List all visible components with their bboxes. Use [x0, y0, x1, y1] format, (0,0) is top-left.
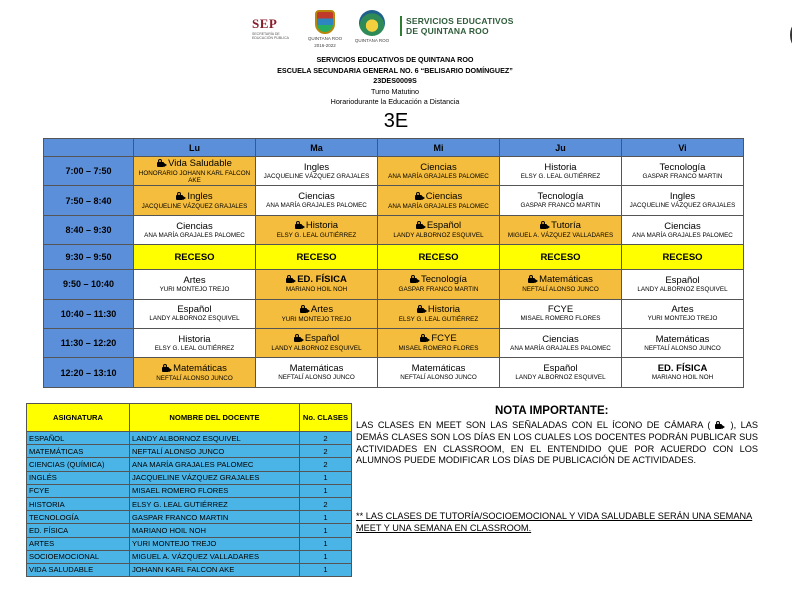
class-subject-label: Español	[177, 304, 212, 316]
class-cell	[500, 329, 622, 358]
qroo-logo-years: 2016-2022	[314, 43, 336, 48]
video-camera-icon	[162, 365, 172, 375]
class-subject-label: Ciencias	[542, 333, 579, 345]
class-subject	[136, 192, 253, 203]
subject-row	[27, 550, 352, 563]
subject-col-header: ASIGNATURA	[27, 404, 130, 432]
class-cell	[256, 186, 378, 215]
header-line-2: ESCUELA SECUNDARIA GENERAL NO. 6 “BELISARIO DOMÍNGUEZ”	[277, 65, 513, 75]
class-subject-label: Español	[665, 274, 700, 286]
class-subject	[502, 364, 619, 374]
class-subject	[380, 163, 497, 173]
class-subject	[258, 163, 375, 173]
class-cell	[256, 329, 378, 358]
class-subject	[258, 364, 375, 374]
class-subject-label: Ciencias	[298, 191, 335, 203]
time-slot: 7:50 – 8:40	[44, 186, 134, 215]
schedule-row	[44, 358, 744, 388]
class-cell	[378, 270, 500, 299]
qroo-logo-caption: QUINTANA ROO	[307, 36, 343, 41]
class-count: 1	[300, 550, 352, 563]
class-teacher: YURI MONTEJO TREJO	[281, 315, 352, 323]
sep-logo	[252, 16, 296, 50]
class-subject-label: Historia	[178, 333, 211, 345]
class-subject	[502, 163, 619, 173]
recess-cell: RECESO	[256, 245, 378, 270]
subjects-table	[26, 403, 352, 577]
note-title: NOTA IMPORTANTE:	[495, 405, 609, 417]
class-subject	[380, 334, 497, 345]
subject-row	[27, 445, 352, 458]
class-cell	[500, 186, 622, 215]
schedule-row	[44, 329, 744, 358]
class-cell	[256, 157, 378, 186]
class-subject-label: Tecnología	[659, 161, 706, 173]
class-teacher: MARIANO HOIL NOH	[651, 374, 714, 382]
seq-logo-line1: SERVICIOS EDUCATIVOS	[406, 16, 514, 26]
class-cell	[378, 157, 500, 186]
subject-name: SOCIOEMOCIONAL	[27, 550, 130, 563]
video-camera-icon	[300, 306, 310, 316]
class-cell	[622, 157, 744, 186]
class-subject-label: Ingles	[669, 191, 696, 203]
subject-row	[27, 524, 352, 537]
class-teacher: LANDY ALBORNOZ ESQUIVEL	[271, 345, 362, 353]
class-teacher: MIGUEL A. VÁZQUEZ VALLADARES	[507, 232, 614, 240]
class-teacher: ELSY G. LEAL GUTIÉRREZ	[154, 344, 235, 352]
class-subject-label: FCYE	[431, 333, 457, 345]
time-slot: 12:20 – 13:10	[44, 358, 134, 388]
subject-name: HISTORIA	[27, 497, 130, 510]
class-subject-label: Español	[543, 363, 578, 375]
class-cell	[134, 270, 256, 299]
sep-logo-caption: SECRETARÍA DE EDUCACIÓN PÚBLICA	[252, 32, 289, 40]
class-subject	[136, 222, 253, 232]
class-subject-label: Ciencias	[425, 190, 463, 202]
subject-row	[27, 511, 352, 524]
time-slot: 11:30 – 12:20	[44, 329, 134, 358]
class-subject	[624, 335, 741, 345]
recess-cell: RECESO	[622, 245, 744, 270]
class-teacher: NEFTALÍ ALONSO JUNCO	[278, 374, 355, 382]
note-text	[356, 420, 758, 467]
class-cell	[622, 186, 744, 215]
class-subject	[624, 192, 741, 202]
class-count: 2	[300, 497, 352, 510]
class-cell	[500, 270, 622, 299]
quintana-roo-logo	[352, 10, 392, 54]
recess-cell: RECESO	[500, 245, 622, 270]
class-teacher: NEFTALÍ ALONSO JUNCO	[644, 344, 721, 352]
class-subject-label: Ciencias	[420, 161, 457, 173]
subject-name: ED. FÍSICA	[27, 524, 130, 537]
class-teacher: GASPAR FRANCO MARTIN	[398, 286, 479, 294]
class-teacher: ELSY G. LEAL GUTIÉRREZ	[520, 172, 601, 180]
class-teacher: GASPAR FRANCO MARTIN	[520, 202, 601, 210]
subject-row	[27, 484, 352, 497]
time-slot: 10:40 – 11:30	[44, 299, 134, 328]
subject-row	[27, 563, 352, 576]
teacher-col-header: NOMBRE DEL DOCENTE	[130, 404, 300, 432]
class-cell	[622, 358, 744, 388]
class-subject-label: Vida Saludable	[168, 157, 232, 169]
class-cell	[134, 157, 256, 186]
subject-row	[27, 537, 352, 550]
class-subject	[502, 275, 619, 286]
class-teacher: NEFTALÍ ALONSO JUNCO	[400, 374, 477, 382]
schedule-row	[44, 157, 744, 186]
teacher-name: MISAEL ROMERO FLORES	[130, 484, 300, 497]
class-cell	[256, 299, 378, 328]
teacher-name: MIGUEL A. VÁZQUEZ VALLADARES	[130, 550, 300, 563]
time-slot: 8:40 – 9:30	[44, 215, 134, 244]
class-cell	[378, 186, 500, 215]
class-cell	[256, 358, 378, 388]
teacher-name: JACQUELINE VÁZQUEZ GRAJALES	[130, 471, 300, 484]
class-cell	[500, 299, 622, 328]
class-subject	[258, 221, 375, 232]
class-count: 1	[300, 471, 352, 484]
subject-name: MATEMÁTICAS	[27, 445, 130, 458]
class-subject-label: Historia	[544, 161, 577, 173]
video-camera-icon	[420, 335, 430, 345]
class-subject-label: Tecnología	[421, 274, 467, 286]
class-subject	[380, 305, 497, 316]
class-subject-label: Matemáticas	[655, 333, 710, 345]
class-teacher: LANDY ALBORNOZ ESQUIVEL	[149, 315, 240, 323]
day-header: Ma	[256, 139, 378, 157]
schedule-row	[44, 215, 744, 244]
class-teacher: ANA MARÍA GRAJALES PALOMEC	[388, 172, 489, 180]
class-teacher: YURI MONTEJO TREJO	[647, 315, 718, 323]
group-title: 3E	[383, 110, 409, 132]
class-subject-label: Español	[426, 220, 462, 232]
schedule-corner	[44, 139, 134, 157]
class-subject-label: Historia	[305, 220, 339, 232]
class-subject	[624, 364, 741, 374]
class-subject	[380, 221, 497, 232]
teacher-name: JOHANN KARL FALCON AKE	[130, 563, 300, 576]
time-slot: 9:50 – 10:40	[44, 270, 134, 299]
class-cell	[378, 299, 500, 328]
subjects-header-row	[27, 404, 352, 432]
recess-cell: RECESO	[378, 245, 500, 270]
quintana-roo-crest-logo	[305, 10, 345, 54]
subject-row	[27, 432, 352, 445]
subject-name: FCYE	[27, 484, 130, 497]
class-subject-label: Matemáticas	[411, 363, 466, 375]
class-subject	[136, 305, 253, 315]
teacher-name: GASPAR FRANCO MARTIN	[130, 511, 300, 524]
subject-row	[27, 471, 352, 484]
class-count: 1	[300, 484, 352, 497]
header-line-1: SERVICIOS EDUCATIVOS DE QUINTANA ROO	[316, 55, 474, 64]
document-header	[200, 55, 590, 108]
class-subject	[380, 192, 497, 203]
class-subject-label: ED. FÍSICA	[657, 363, 708, 375]
class-teacher: NEFTALÍ ALONSO JUNCO	[156, 374, 233, 382]
day-header: Vi	[622, 139, 744, 157]
class-teacher: JACQUELINE VÁZQUEZ GRAJALES	[141, 202, 248, 210]
day-header: Mi	[378, 139, 500, 157]
class-cell	[378, 358, 500, 388]
class-teacher: LANDY ALBORNOZ ESQUIVEL	[515, 374, 606, 382]
teacher-name: YURI MONTEJO TREJO	[130, 537, 300, 550]
class-subject	[624, 222, 741, 232]
class-teacher: ANA MARÍA GRAJALES PALOMEC	[266, 202, 367, 210]
class-subject	[258, 334, 375, 345]
class-subject	[136, 364, 253, 375]
teacher-name: ANA MARÍA GRAJALES PALOMEC	[130, 458, 300, 471]
class-subject	[136, 159, 253, 170]
recess-cell: RECESO	[134, 245, 256, 270]
video-camera-icon	[286, 276, 296, 286]
video-camera-icon	[540, 222, 550, 232]
video-camera-icon	[157, 160, 167, 170]
class-teacher: ANA MARÍA GRAJALES PALOMEC	[144, 231, 245, 239]
video-camera-icon	[528, 276, 538, 286]
class-count: 1	[300, 563, 352, 576]
class-teacher: MARIANO HOIL NOH	[285, 286, 348, 294]
class-teacher: ELSY G. LEAL GUTIÉRREZ	[398, 315, 479, 323]
class-subject	[136, 276, 253, 286]
class-subject-label: Matemáticas	[539, 274, 593, 286]
class-subject	[502, 305, 619, 315]
seq-logo	[400, 16, 570, 36]
note-footnote: ** LAS CLASES DE TUTORÍA/SOCIOEMOCIONAL Y VIDA SALUDABLE SERÁN UNA SEMANA MEET Y UNA SEMANA EN CLASSROOM.	[356, 511, 753, 533]
class-teacher: ANA MARÍA GRAJALES PALOMEC	[510, 344, 611, 352]
class-teacher: LANDY ALBORNOZ ESQUIVEL	[637, 285, 728, 293]
class-subject	[258, 192, 375, 202]
class-subject-label: Español	[304, 333, 340, 345]
video-camera-icon	[417, 306, 427, 316]
class-subject	[502, 221, 619, 232]
class-teacher: HONORARIO JOHANN KARL FALCON AKE	[138, 169, 251, 184]
subject-name: CIENCIAS (QUÍMICA)	[27, 458, 130, 471]
seq-logo-line2: DE QUINTANA ROO	[406, 26, 489, 36]
class-subject-label: Ciencias	[176, 220, 213, 232]
subject-row	[27, 497, 352, 510]
class-subject-label: Historia	[427, 303, 461, 315]
class-cell	[134, 186, 256, 215]
classes-col-header: No. CLASES	[300, 404, 352, 432]
schedule-row	[44, 245, 744, 270]
class-cell	[256, 270, 378, 299]
class-subject-label: Tutoría	[551, 220, 581, 232]
day-header: Lu	[134, 139, 256, 157]
class-teacher: NEFTALÍ ALONSO JUNCO	[522, 286, 599, 294]
video-camera-icon	[715, 421, 725, 432]
subject-name: ESPAÑOL	[27, 432, 130, 445]
class-count: 1	[300, 537, 352, 550]
class-subject-label: Artes	[671, 304, 694, 316]
schedule-row	[44, 270, 744, 299]
crest-icon	[315, 10, 335, 34]
class-subject	[136, 335, 253, 345]
class-count: 2	[300, 458, 352, 471]
day-header: Ju	[500, 139, 622, 157]
class-teacher: ANA MARÍA GRAJALES PALOMEC	[388, 202, 489, 210]
note-text-part2: ), LAS DEMÁS CLASES SON LOS DÍAS EN LOS CUALES LOS DOCENTES PODRÁN PUBLICAR SUS ACTIVIDADES EN CLASSROOM, EN EL ENTENDIDO QUE POR ACUERDO CON LOS ALUMNOS PUEDE MODIFICAR LOS DÍAS DE PUBLICACIÓN DE ACTIVIDADES.	[356, 420, 759, 466]
subject-row	[27, 458, 352, 471]
video-camera-icon	[415, 193, 425, 203]
header-line-4: Turno Matutino	[370, 86, 420, 96]
class-cell	[134, 215, 256, 244]
subject-name: VIDA SALUDABLE	[27, 563, 130, 576]
class-teacher: MISAEL ROMERO FLORES	[520, 315, 601, 323]
teacher-name: ELSY G. LEAL GUTIÉRREZ	[130, 497, 300, 510]
class-subject	[502, 335, 619, 345]
class-cell	[134, 299, 256, 328]
class-teacher: ANA MARÍA GRAJALES PALOMEC	[632, 231, 733, 239]
class-subject	[624, 305, 741, 315]
class-count: 1	[300, 524, 352, 537]
video-camera-icon	[294, 335, 304, 345]
class-cell	[500, 215, 622, 244]
class-cell	[622, 329, 744, 358]
class-subject-label: Matemáticas	[289, 363, 344, 375]
class-teacher: YURI MONTEJO TREJO	[159, 285, 230, 293]
class-subject-label: FCYE	[547, 304, 574, 316]
class-cell	[134, 358, 256, 388]
class-subject-label: Artes	[183, 274, 206, 286]
class-cell	[378, 329, 500, 358]
class-count: 2	[300, 432, 352, 445]
video-camera-icon	[416, 222, 426, 232]
sep-logo-text: SEP	[252, 16, 278, 31]
class-teacher: JACQUELINE VÁZQUEZ GRAJALES	[263, 172, 370, 180]
teacher-name: LANDY ALBORNOZ ESQUIVEL	[130, 432, 300, 445]
class-subject-label: Artes	[310, 303, 334, 315]
subject-name: ARTES	[27, 537, 130, 550]
class-subject-label: Matemáticas	[173, 362, 227, 374]
class-teacher: MISAEL ROMERO FLORES	[398, 345, 479, 353]
schedule-header-row	[44, 139, 744, 157]
class-cell	[134, 329, 256, 358]
class-subject-label: Ingles	[303, 161, 330, 173]
class-cell	[622, 215, 744, 244]
schedule-table	[43, 138, 744, 388]
note-text-part1: LAS CLASES EN MEET SON LAS SEÑALADAS CON EL ÍCONO DE CÁMARA (	[356, 420, 711, 430]
schedule-row	[44, 299, 744, 328]
class-cell	[622, 299, 744, 328]
class-cell	[378, 215, 500, 244]
video-camera-icon	[410, 276, 420, 286]
class-subject-label: ED. FÍSICA	[297, 274, 347, 286]
class-cell	[500, 358, 622, 388]
class-subject	[380, 364, 497, 374]
class-subject-label: Tecnología	[537, 191, 584, 203]
class-subject-label: Ciencias	[664, 220, 701, 232]
class-count: 2	[300, 445, 352, 458]
qroo2-logo-caption: QUINTANA ROO	[354, 38, 390, 43]
qroo-emblem-icon	[359, 10, 385, 36]
class-subject-label: Ingles	[187, 190, 213, 202]
class-subject	[258, 305, 375, 316]
class-teacher: ELSY G. LEAL GUTIÉRREZ	[276, 232, 357, 240]
subject-name: INGLÉS	[27, 471, 130, 484]
header-logos	[250, 8, 580, 54]
schedule-row	[44, 186, 744, 215]
subject-name: TECNOLOGÍA	[27, 511, 130, 524]
class-subject	[502, 192, 619, 202]
teacher-name: MARIANO HOIL NOH	[130, 524, 300, 537]
class-count: 1	[300, 511, 352, 524]
header-line-3: 23DES0009S	[373, 76, 417, 86]
header-line-5: Horariodurante la Educación a Distancia	[330, 97, 460, 107]
class-subject	[624, 276, 741, 286]
class-subject	[624, 163, 741, 173]
class-cell	[500, 157, 622, 186]
class-teacher: GASPAR FRANCO MARTIN	[642, 172, 723, 180]
class-subject	[380, 275, 497, 286]
class-teacher: JACQUELINE VÁZQUEZ GRAJALES	[629, 202, 736, 210]
class-cell	[256, 215, 378, 244]
time-slot: 7:00 – 7:50	[44, 157, 134, 186]
video-camera-icon	[176, 193, 186, 203]
class-subject	[258, 275, 375, 286]
teacher-name: NEFTALÍ ALONSO JUNCO	[130, 445, 300, 458]
time-slot: 9:30 – 9:50	[44, 245, 134, 270]
class-teacher: LANDY ALBORNOZ ESQUIVEL	[393, 232, 484, 240]
class-cell	[622, 270, 744, 299]
video-camera-icon	[295, 222, 305, 232]
